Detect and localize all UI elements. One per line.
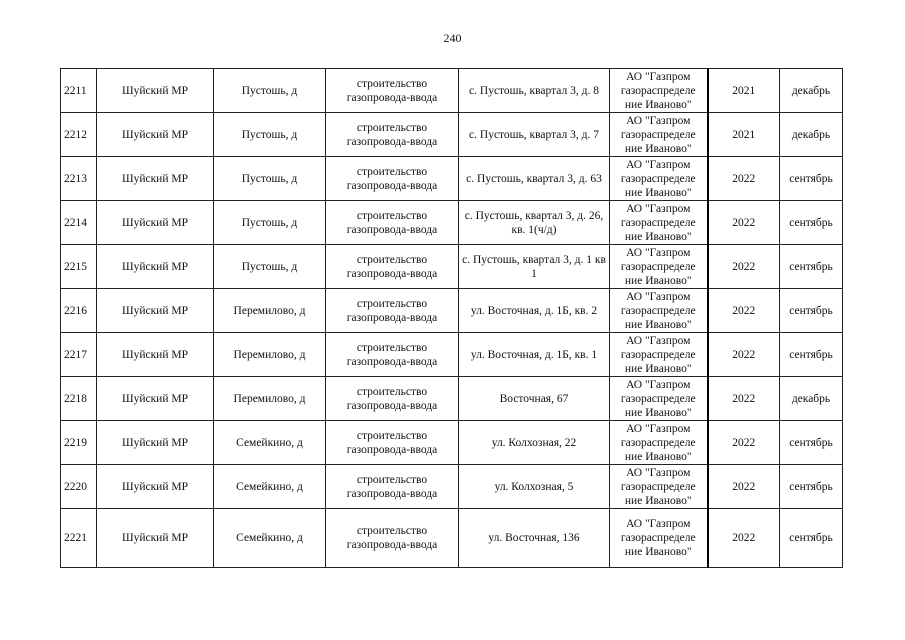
table-row [61,509,843,568]
cell-id: 2218 [61,377,97,421]
cell-settlement: Перемилово, д [214,377,326,421]
cell-work: строительство газопровода-ввода [326,509,459,568]
cell-year: 2022 [708,421,780,465]
cell-id: 2212 [61,113,97,157]
cell-address: с. Пустошь, квартал 3, д. 26, кв. 1(ч/д) [459,201,610,245]
cell-address: ул. Колхозная, 5 [459,465,610,509]
cell-work: строительство газопровода-ввода [326,245,459,289]
cell-work: строительство газопровода-ввода [326,69,459,113]
cell-settlement: Пустошь, д [214,157,326,201]
cell-year: 2022 [708,333,780,377]
cell-district: Шуйский МР [97,465,214,509]
cell-district: Шуйский МР [97,201,214,245]
cell-month: декабрь [780,69,843,113]
cell-company: АО "Газпром газораспределе ние Иваново" [610,465,708,509]
cell-company: АО "Газпром газораспределе ние Иваново" [610,157,708,201]
cell-year: 2022 [708,201,780,245]
cell-district: Шуйский МР [97,157,214,201]
cell-address: с. Пустошь, квартал 3, д. 63 [459,157,610,201]
cell-id: 2214 [61,201,97,245]
table-row [61,377,843,421]
cell-year: 2021 [708,113,780,157]
cell-month: сентябрь [780,509,843,568]
cell-id: 2211 [61,69,97,113]
cell-address: с. Пустошь, квартал 3, д. 1 кв 1 [459,245,610,289]
cell-month: сентябрь [780,289,843,333]
cell-settlement: Пустошь, д [214,69,326,113]
cell-month: сентябрь [780,157,843,201]
cell-work: строительство газопровода-ввода [326,377,459,421]
cell-company: АО "Газпром газораспределе ние Иваново" [610,69,708,113]
cell-district: Шуйский МР [97,377,214,421]
cell-district: Шуйский МР [97,69,214,113]
cell-district: Шуйский МР [97,245,214,289]
table-row [61,289,843,333]
cell-month: сентябрь [780,201,843,245]
cell-work: строительство газопровода-ввода [326,421,459,465]
cell-district: Шуйский МР [97,421,214,465]
cell-address: Восточная, 67 [459,377,610,421]
cell-company: АО "Газпром газораспределе ние Иваново" [610,201,708,245]
cell-month: сентябрь [780,465,843,509]
cell-company: АО "Газпром газораспределе ние Иваново" [610,289,708,333]
cell-company: АО "Газпром газораспределе ние Иваново" [610,377,708,421]
cell-year: 2022 [708,245,780,289]
cell-company: АО "Газпром газораспределе ние Иваново" [610,509,708,568]
cell-district: Шуйский МР [97,289,214,333]
table-row [61,333,843,377]
cell-month: сентябрь [780,333,843,377]
table-row [61,69,843,113]
cell-work: строительство газопровода-ввода [326,289,459,333]
table-row [61,465,843,509]
cell-company: АО "Газпром газораспределе ние Иваново" [610,245,708,289]
cell-settlement: Семейкино, д [214,465,326,509]
cell-work: строительство газопровода-ввода [326,465,459,509]
cell-id: 2217 [61,333,97,377]
cell-work: строительство газопровода-ввода [326,201,459,245]
cell-id: 2213 [61,157,97,201]
table-row [61,201,843,245]
cell-month: декабрь [780,113,843,157]
cell-settlement: Перемилово, д [214,289,326,333]
table-row [61,245,843,289]
cell-year: 2022 [708,289,780,333]
table-row [61,157,843,201]
cell-id: 2219 [61,421,97,465]
cell-settlement: Семейкино, д [214,509,326,568]
cell-company: АО "Газпром газораспределе ние Иваново" [610,333,708,377]
cell-address: с. Пустошь, квартал 3, д. 7 [459,113,610,157]
cell-settlement: Пустошь, д [214,201,326,245]
table-row [61,113,843,157]
cell-work: строительство газопровода-ввода [326,113,459,157]
cell-id: 2216 [61,289,97,333]
cell-month: декабрь [780,377,843,421]
cell-settlement: Перемилово, д [214,333,326,377]
gas-connection-table [60,68,843,568]
cell-district: Шуйский МР [97,509,214,568]
cell-address: ул. Колхозная, 22 [459,421,610,465]
cell-company: АО "Газпром газораспределе ние Иваново" [610,421,708,465]
cell-address: ул. Восточная, д. 1Б, кв. 2 [459,289,610,333]
cell-company: АО "Газпром газораспределе ние Иваново" [610,113,708,157]
page-number: 240 [443,31,462,45]
table-row [61,421,843,465]
cell-work: строительство газопровода-ввода [326,333,459,377]
cell-id: 2215 [61,245,97,289]
cell-year: 2022 [708,157,780,201]
cell-district: Шуйский МР [97,113,214,157]
cell-district: Шуйский МР [97,333,214,377]
cell-year: 2022 [708,465,780,509]
cell-id: 2220 [61,465,97,509]
cell-address: ул. Восточная, 136 [459,509,610,568]
cell-year: 2022 [708,377,780,421]
cell-year: 2022 [708,509,780,568]
cell-address: ул. Восточная, д. 1Б, кв. 1 [459,333,610,377]
cell-year: 2021 [708,69,780,113]
cell-month: сентябрь [780,245,843,289]
cell-settlement: Пустошь, д [214,113,326,157]
cell-settlement: Семейкино, д [214,421,326,465]
cell-work: строительство газопровода-ввода [326,157,459,201]
table-body [61,69,843,568]
cell-month: сентябрь [780,421,843,465]
cell-settlement: Пустошь, д [214,245,326,289]
cell-address: с. Пустошь, квартал 3, д. 8 [459,69,610,113]
cell-id: 2221 [61,509,97,568]
